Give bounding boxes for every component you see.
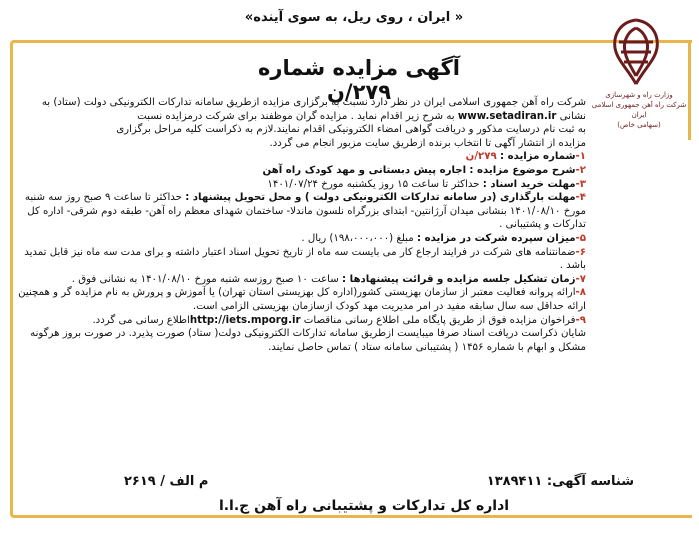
item-label: زمان تشکیل جلسه مزایده و قرائت پیشنهادها : bbox=[342, 273, 576, 285]
item-2 bbox=[18, 164, 586, 178]
intro-text-c: به شرح زیر اقدام نماید . مزایده گران موظفند برای شرکت درمزایده نسبت bbox=[137, 110, 455, 122]
item-value: حداکثر تا ساعت ۹ صبح روز سه شنبه مورخ ۱۴۰۱/۰۸/۱۰ بنشانی میدان آرژانتین- ابتدای بزرگراه نلسون ماندلا- ساختمان شهدای معظم راه آهن- طبقه دوم شرقی- اداره کل تدارکات و پشتیبانی . bbox=[24, 192, 586, 231]
item-number: ۵- bbox=[575, 232, 586, 244]
issuing-organization: اداره کل تدارکات و پشتیبانی راه آهن ج.ا.ا bbox=[218, 498, 510, 514]
item-label: شماره مزایده : bbox=[499, 151, 576, 163]
item-value-end: اطلاع رسانی می گردد. bbox=[92, 314, 190, 326]
item-label: شرح موضوع مزایده : bbox=[469, 164, 576, 176]
item-number: ۹- bbox=[575, 314, 586, 326]
iets-url-link[interactable]: http://iets.mporg.ir bbox=[189, 314, 301, 326]
ad-title: آگهی مزایده شماره ۲۷۹/ن bbox=[258, 56, 460, 104]
closing-note: شایان ذکراست دریافت اسناد صرفا میبایست ازطریق سامانه تدارکات الکترونیکی دولت( ستاد) صورت پذیرد. در صورت بروز هرگونه مشکل و ابهام با شماره ۱۴۵۶ ( پشتیبانی سامانه ستاد ) تماس حاصل نمایند. bbox=[30, 328, 586, 353]
item-value: مبلغ (۱۹۸،۰۰۰،۰۰۰) ریال . bbox=[301, 232, 414, 244]
item-4 bbox=[18, 191, 586, 232]
item-number: ۶- bbox=[575, 246, 586, 258]
item-number: ۷- bbox=[575, 273, 586, 285]
item-label: میزان سپرده شرکت در مزایده : bbox=[416, 232, 576, 244]
item-7 bbox=[18, 273, 586, 287]
ad-id: شناسه آگهی: ۱۳۸۹۴۱۱ bbox=[486, 474, 634, 489]
item-number: ۴- bbox=[575, 192, 586, 204]
item-value: ارائه پروانه فعالیت معتبر از سازمان بهزیستی کشور(اداره کل بهزیستی استان تهران) یا آموزش و پرورش به نام مزایده گر و همچنین ارائه حداقل سه سال سابقه مفید در امر مدیریت مهد کودک ازسازمان بهزیستی الزامی است. bbox=[18, 287, 586, 312]
item-value: حداکثر تا ساعت ۱۵ روز یکشنبه مورخ ۱۴۰۱/۰۷/۲۴ bbox=[267, 178, 480, 190]
item-value: فراخوان مزایده فوق از طریق پایگاه ملی اطلاع رسانی مناقصات bbox=[303, 314, 576, 326]
item-value: ۲۷۹/ن bbox=[465, 151, 497, 163]
intro-line-2: به ثبت نام درسایت مذکور و دریافت گواهی امضاء الکترونیکی اقدام نمایند.لازم به ذکراست کلیه مراحل برگزاری bbox=[116, 124, 586, 136]
item-label: مهلت خرید اسناد : bbox=[482, 178, 576, 190]
item-5 bbox=[18, 232, 586, 246]
item-3 bbox=[18, 178, 586, 192]
item-value: ساعت ۱۰ صبح روزسه شنبه مورخ ۱۴۰۱/۰۸/۱۰ به نشانی فوق . bbox=[71, 273, 339, 285]
logo-caption bbox=[591, 90, 687, 130]
ad-body bbox=[18, 96, 586, 354]
slogan: «ایران ، روی ریل، به سوی آینده » bbox=[244, 10, 464, 25]
intro-line-3: مزایده از انتشار آگهی تا انتخاب برنده ازطریق سایت مزبور انجام می گردد. bbox=[269, 137, 586, 149]
item-9 bbox=[18, 314, 586, 328]
item-number: ۱- bbox=[575, 151, 586, 163]
item-number: ۳- bbox=[575, 178, 586, 190]
item-value: اجاره پیش دبستانی و مهد کودک راه آهن bbox=[262, 164, 467, 176]
item-6 bbox=[18, 246, 586, 273]
setad-url-link[interactable]: www.setadiran.ir bbox=[457, 110, 557, 122]
ad-code: م الف / ۲۶۱۹ bbox=[124, 474, 209, 489]
logo-line-company: شرکت راه آهن جمهوری اسلامی ایران bbox=[591, 101, 687, 119]
logo-line-ministry: وزارت راه و شهرسازی bbox=[605, 91, 673, 99]
logo-line-type: (سهامی خاص) bbox=[617, 121, 661, 129]
item-label: مهلت بارگذاری (در سامانه تدارکات الکترونیکی دولت ) و محل تحویل پیشنهاد : bbox=[185, 192, 576, 204]
auction-advertisement bbox=[4, 4, 695, 551]
intro-text-a: شرکت راه آهن جمهوری اسلامی ایران در نظر دارد نسبت به برگزاری مزایده ازطریق سامانه تدارکات الکترونیکی دولت bbox=[83, 97, 586, 108]
intro-line-1 bbox=[18, 96, 586, 123]
intro-text-b: (ستاد) به نشانی bbox=[41, 97, 586, 122]
item-number: ۸- bbox=[575, 287, 586, 299]
item-1 bbox=[18, 150, 586, 164]
item-value: ضمانتنامه های شرکت در فرایند ارجاع کار می بایست سه ماه از تاریخ تحویل اسناد اعتبار داشته و برای مدت سه ماه نیز قابل تمدید باشد . bbox=[24, 246, 586, 272]
item-number: ۲- bbox=[575, 164, 586, 176]
item-8 bbox=[18, 286, 586, 313]
